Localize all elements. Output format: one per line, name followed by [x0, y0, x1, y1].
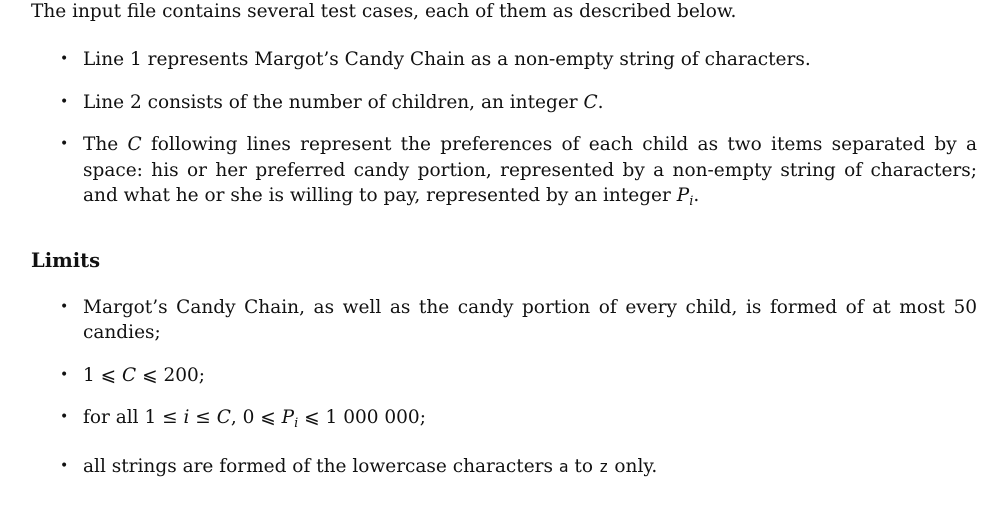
- list-item-text: .: [597, 91, 604, 113]
- list-item: [31, 295, 977, 346]
- bullet-icon: •: [60, 457, 69, 474]
- math-number: 1: [144, 407, 157, 428]
- bullet-icon: •: [60, 136, 69, 152]
- bullet-icon: •: [60, 93, 69, 110]
- math-operator: ≤: [156, 407, 184, 428]
- list-item: [31, 47, 977, 73]
- list-item-text: only.: [608, 455, 658, 477]
- list-item: [31, 454, 977, 480]
- math-number: 1: [83, 364, 95, 386]
- math-variable: P: [676, 185, 690, 206]
- math-operator: ≤: [189, 407, 217, 428]
- math-variable: C: [216, 407, 231, 428]
- limits-list: [31, 295, 977, 480]
- code-literal: a: [558, 456, 569, 476]
- list-item-text: for all: [83, 407, 145, 428]
- input-format-list: [31, 47, 977, 215]
- bullet-icon: •: [60, 409, 69, 425]
- math-operator: ⩽: [254, 407, 282, 428]
- list-item-text: Line 1 represents Margot’s Candy Chain as a non-empty string of characters.: [83, 49, 811, 70]
- list-item: [31, 90, 977, 116]
- list-item-text: ,: [230, 407, 243, 428]
- math-subscript: i: [689, 194, 694, 209]
- list-item-text: to: [568, 455, 599, 477]
- math-operator: ⩽: [136, 364, 164, 386]
- bullet-icon: •: [60, 298, 69, 315]
- math-operator: ⩽: [298, 407, 326, 428]
- bullet-icon: •: [60, 51, 69, 67]
- math-number: 1 000 000;: [325, 407, 426, 428]
- math-operator: ⩽: [94, 364, 123, 386]
- list-item: [31, 132, 977, 215]
- math-variable: C: [122, 364, 137, 386]
- input-description-intro: The input file contains several test cases, each of them as described below.: [31, 1, 737, 22]
- list-item-text: The: [83, 134, 128, 155]
- list-item-text: .: [693, 185, 700, 206]
- list-item-text: following lines represent the preferences of each child as two items separated by a space: his or her preferred candy portion, represented by a non-empty string of characters; and what he or she is willing to pay, represented by an integer: [83, 134, 977, 206]
- code-literal: z: [598, 456, 609, 476]
- document-page: [31, 0, 977, 479]
- list-item: [31, 363, 977, 389]
- math-variable: P: [281, 407, 295, 428]
- math-variable: C: [583, 91, 598, 113]
- math-variable: C: [127, 134, 142, 155]
- list-item-text: all strings are formed of the lowercase characters: [83, 455, 559, 477]
- math-subscript: i: [294, 416, 299, 431]
- list-item-text: Margot’s Candy Chain, as well as the candy portion of every child, is formed of at most 50 candies;: [83, 296, 977, 343]
- list-item-text: Line 2 consists of the number of children, an integer: [83, 91, 584, 113]
- math-number: 0: [242, 407, 255, 428]
- math-variable: i: [183, 407, 190, 428]
- bullet-icon: •: [60, 366, 69, 383]
- limits-heading: Limits: [31, 248, 101, 272]
- list-item: [31, 405, 977, 437]
- math-number: 200;: [163, 364, 206, 386]
